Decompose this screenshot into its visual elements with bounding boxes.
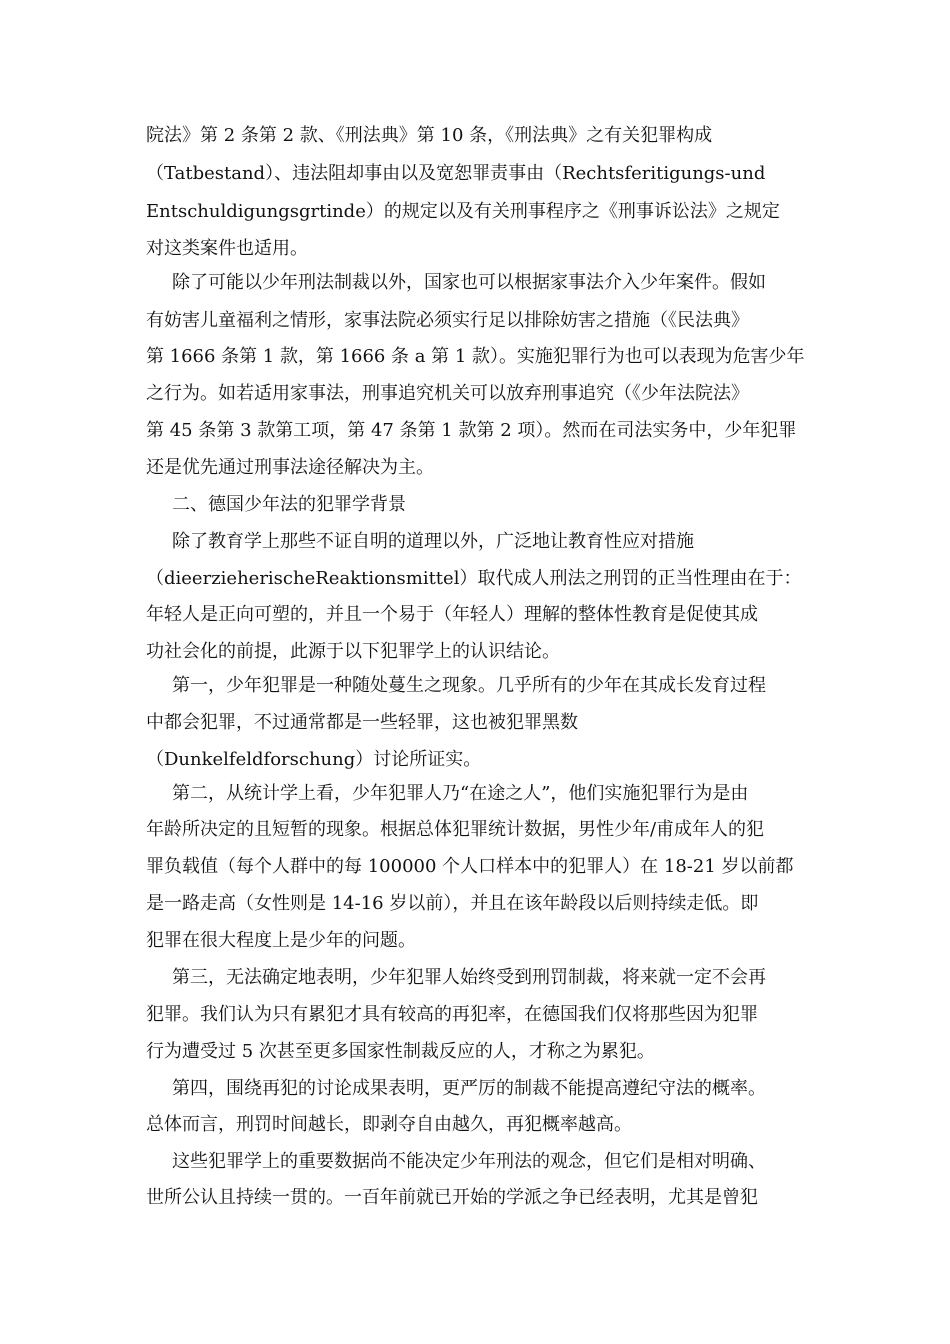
text-line: 除了教育学上那些不证自明的道理以外，广泛地让教育性应对措施 <box>172 531 694 552</box>
text-line: 院法》第 2 条第 2 款、《刑法典》第 10 条，《刑法典》之有关犯罪构成 <box>146 125 713 146</box>
text-line: 功社会化的前提，此源于以下犯罪学上的认识结论。 <box>146 641 560 662</box>
text-line: 除了可能以少年刑法制裁以外，国家也可以根据家事法介入少年案件。假如 <box>172 272 766 293</box>
text-line: 第二，从统计学上看，少年犯罪人乃“在途之人”，他们实施犯罪行为是由 <box>172 783 749 804</box>
text-line: 年龄所决定的且短暂的现象。根据总体犯罪统计数据，男性少年/甫成年人的犯 <box>146 819 765 840</box>
text-line: 第 45 条第 3 款第工项，第 47 条第 1 款第 2 项）。然而在司法实务中，少年犯罪 <box>146 420 797 441</box>
text-line: 这些犯罪学上的重要数据尚不能决定少年刑法的观念，但它们是相对明确、 <box>172 1151 766 1172</box>
text-line: 中都会犯罪，不过通常都是一些轻罪，这也被犯罪黑数 <box>146 712 578 733</box>
text-line: （Tatbestand）、违法阻却事由以及宽恕罪责事由（Rechtsferitigungs-und <box>146 163 766 184</box>
text-line: 总体而言，刑罚时间越长，即剥夺自由越久，再犯概率越高。 <box>146 1114 632 1135</box>
text-line: 世所公认且持续一贯的。一百年前就已开始的学派之争已经表明，尤其是曾犯 <box>146 1187 758 1208</box>
text-line: 第三，无法确定地表明，少年犯罪人始终受到刑罚制裁，将来就一定不会再 <box>172 967 766 988</box>
text-line: 第 1666 条第 1 款，第 1666 条 a 第 1 款）。实施犯罪行为也可以表现为危害少年 <box>146 346 805 367</box>
text-line: （dieerzieherischeReaktionsmittel）取代成人刑法之刑罚的正当性理由在于： <box>146 568 802 589</box>
text-line: 犯罪在很大程度上是少年的问题。 <box>146 930 416 951</box>
text-line: 有妨害儿童福利之情形，家事法院必须实行足以排除妨害之措施（《民法典》 <box>146 310 749 331</box>
text-line: 之行为。如若适用家事法，刑事追究机关可以放弃刑事追究（《少年法院法》 <box>146 383 749 404</box>
text-line: 第一，少年犯罪是一种随处蔓生之现象。几乎所有的少年在其成长发育过程 <box>172 675 766 696</box>
text-line: 对这类案件也适用。 <box>146 238 308 259</box>
text-line: 是一路走高（女性则是 14-16 岁以前），并且在该年龄段以后则持续走低。即 <box>146 893 759 914</box>
text-line: Entschuldigungsgrtinde）的规定以及有关刑事程序之《刑事诉讼法》之规定 <box>146 201 780 222</box>
text-line: 还是优先通过刑事法途径解决为主。 <box>146 457 434 478</box>
text-line: 年轻人是正向可塑的，并且一个易于（年轻人）理解的整体性教育是促使其成 <box>146 604 758 625</box>
text-line: 第四，围绕再犯的讨论成果表明，更严厉的制裁不能提高遵纪守法的概率。 <box>172 1078 766 1099</box>
section-heading: 二、德国少年法的犯罪学背景 <box>172 494 406 515</box>
text-line: 行为遭受过 5 次甚至更多国家性制裁反应的人，才称之为累犯。 <box>146 1041 655 1062</box>
text-line: （Dunkelfeldforschung）讨论所证实。 <box>146 749 482 770</box>
text-line: 犯罪。我们认为只有累犯才具有较高的再犯率，在德国我们仅将那些因为犯罪 <box>146 1004 758 1025</box>
text-line: 罪负载值（每个人群中的每 100000 个人口样本中的犯罪人）在 18-21 岁以前都 <box>146 856 794 877</box>
